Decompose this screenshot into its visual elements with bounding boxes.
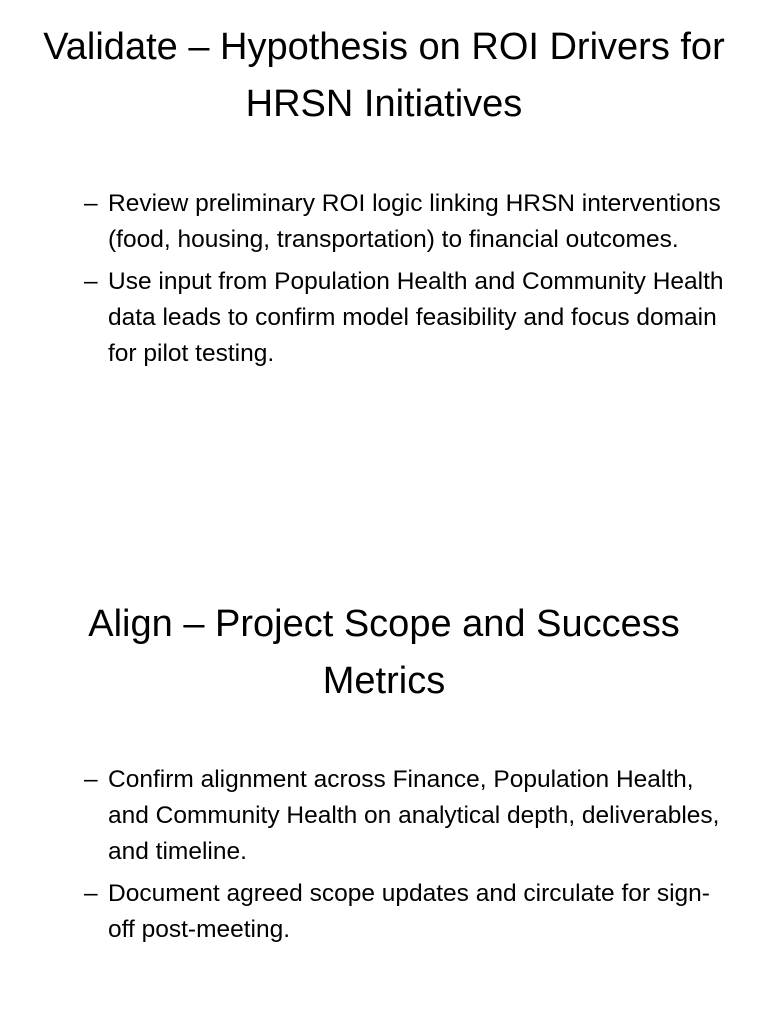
bullet-dash: – <box>84 880 98 907</box>
bullet-list <box>84 186 734 378</box>
bullet-dash: – <box>84 766 98 793</box>
bullet-item <box>84 264 734 372</box>
slide-align <box>0 512 768 1024</box>
bullet-item <box>84 186 734 258</box>
bullet-text: Confirm alignment across Finance, Population Health, and Community Health on analytical depth, deliverables, and timeline. <box>108 766 720 865</box>
bullet-text: Review preliminary ROI logic linking HRSN interventions (food, housing, transportation) to financial outcomes. <box>108 190 721 253</box>
bullet-item <box>84 876 734 948</box>
bullet-text: Use input from Population Health and Community Health data leads to confirm model feasibility and focus domain for pilot testing. <box>108 268 724 367</box>
bullet-list <box>84 762 734 954</box>
bullet-dash: – <box>84 268 98 295</box>
slide-title: Validate – Hypothesis on ROI Drivers for HRSN Initiatives <box>43 26 725 125</box>
bullet-item <box>84 762 734 870</box>
bullet-dash: – <box>84 190 98 217</box>
bullet-text: Document agreed scope updates and circulate for sign-off post-meeting. <box>108 880 710 943</box>
slide-title: Align – Project Scope and Success Metrics <box>88 603 680 702</box>
